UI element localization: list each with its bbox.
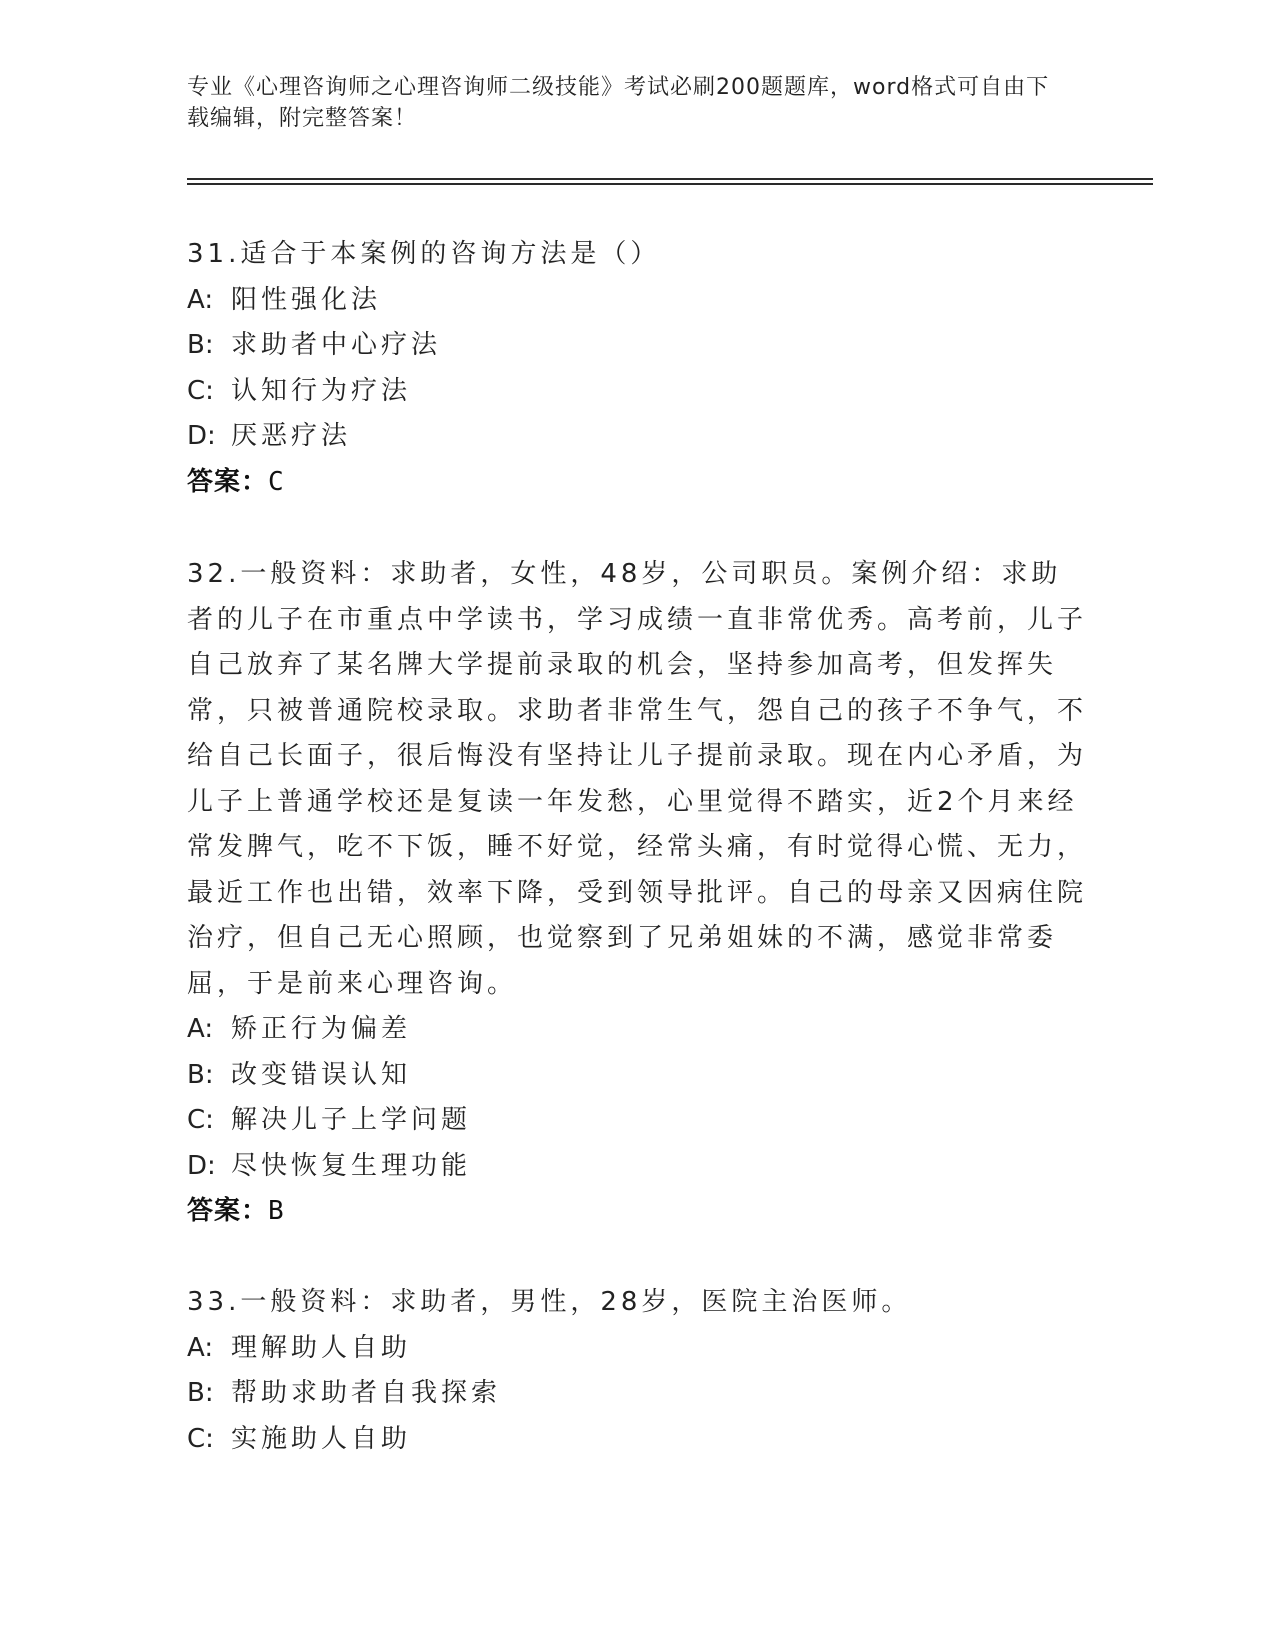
option-list	[187, 278, 1087, 460]
option-b	[187, 1053, 1087, 1099]
document-header: 专业《心理咨询师之心理咨询师二级技能》考试必刷200题题库，word格式可自由下载编辑，附完整答案！	[187, 75, 1050, 131]
question-stem: 32.一般资料：求助者，女性，48岁，公司职员。案例介绍：求助者的儿子在市重点中学读书，学习成绩一直非常优秀。高考前，儿子自己放弃了某名牌大学提前录取的机会，坚持参加高考，但发挥失常，只被普通院校录取。求助者非常生气，怨自己的孩子不争气，不给自己长面子，很后悔没有坚持让儿子提前录取。现在内心矛盾，为儿子上普通学校还是复读一年发愁，心里觉得不踏实，近2个月来经常发脾气，吃不下饭，睡不好觉，经常头痛，有时觉得心慌、无力，最近工作也出错，效率下降，受到领导批评。自己的母亲又因病住院治疗，但自己无心照顾，也觉察到了兄弟姐妹的不满，感觉非常委屈，于是前来心理咨询。	[187, 559, 1088, 999]
option-key: A:	[187, 1332, 214, 1363]
option-list	[187, 1326, 1087, 1463]
option-b	[187, 323, 1087, 369]
option-key: C:	[187, 375, 214, 406]
answer-value: B	[268, 1196, 285, 1226]
option-text: 求助者中心疗法	[231, 330, 442, 360]
option-key: D:	[187, 1150, 216, 1181]
question-31	[187, 232, 1087, 505]
option-text: 矫正行为偏差	[231, 1014, 412, 1044]
option-c	[187, 369, 1087, 415]
option-key: C:	[187, 1105, 214, 1135]
option-d	[187, 1144, 1087, 1190]
question-stem: 31.适合于本案例的咨询方法是（）	[187, 239, 661, 269]
option-key: C:	[187, 1423, 214, 1454]
question-33	[187, 1280, 1087, 1462]
option-key: B:	[187, 1378, 214, 1408]
answer-label: 答案：	[187, 1196, 269, 1226]
option-d	[187, 414, 1087, 460]
option-list	[187, 1007, 1087, 1189]
option-text: 解决儿子上学问题	[231, 1105, 472, 1135]
header-divider-bottom	[187, 183, 1153, 185]
option-key: A:	[187, 284, 214, 315]
answer-line	[187, 1189, 1087, 1235]
option-key: D:	[187, 421, 216, 451]
question-32	[187, 552, 1087, 1235]
option-text: 认知行为疗法	[231, 375, 412, 406]
question-stem: 33.一般资料：求助者，男性，28岁，医院主治医师。	[187, 1287, 912, 1317]
option-text: 实施助人自助	[231, 1423, 412, 1454]
option-c	[187, 1098, 1087, 1144]
option-key: B:	[187, 330, 214, 360]
option-a	[187, 1007, 1087, 1053]
answer-value: C	[268, 466, 285, 497]
option-a	[187, 1326, 1087, 1372]
option-c	[187, 1417, 1087, 1463]
option-text: 改变错误认知	[231, 1059, 412, 1090]
header-divider-top	[187, 178, 1153, 180]
option-text: 厌恶疗法	[231, 421, 352, 451]
answer-label: 答案：	[187, 466, 269, 497]
option-key: B:	[187, 1059, 214, 1090]
option-text: 理解助人自助	[231, 1332, 412, 1363]
option-text: 尽快恢复生理功能	[231, 1150, 472, 1181]
option-key: A:	[187, 1014, 214, 1044]
option-text: 帮助求助者自我探索	[231, 1378, 502, 1408]
answer-line	[187, 460, 1087, 506]
option-text: 阳性强化法	[231, 284, 382, 315]
option-a	[187, 278, 1087, 324]
option-b	[187, 1371, 1087, 1417]
